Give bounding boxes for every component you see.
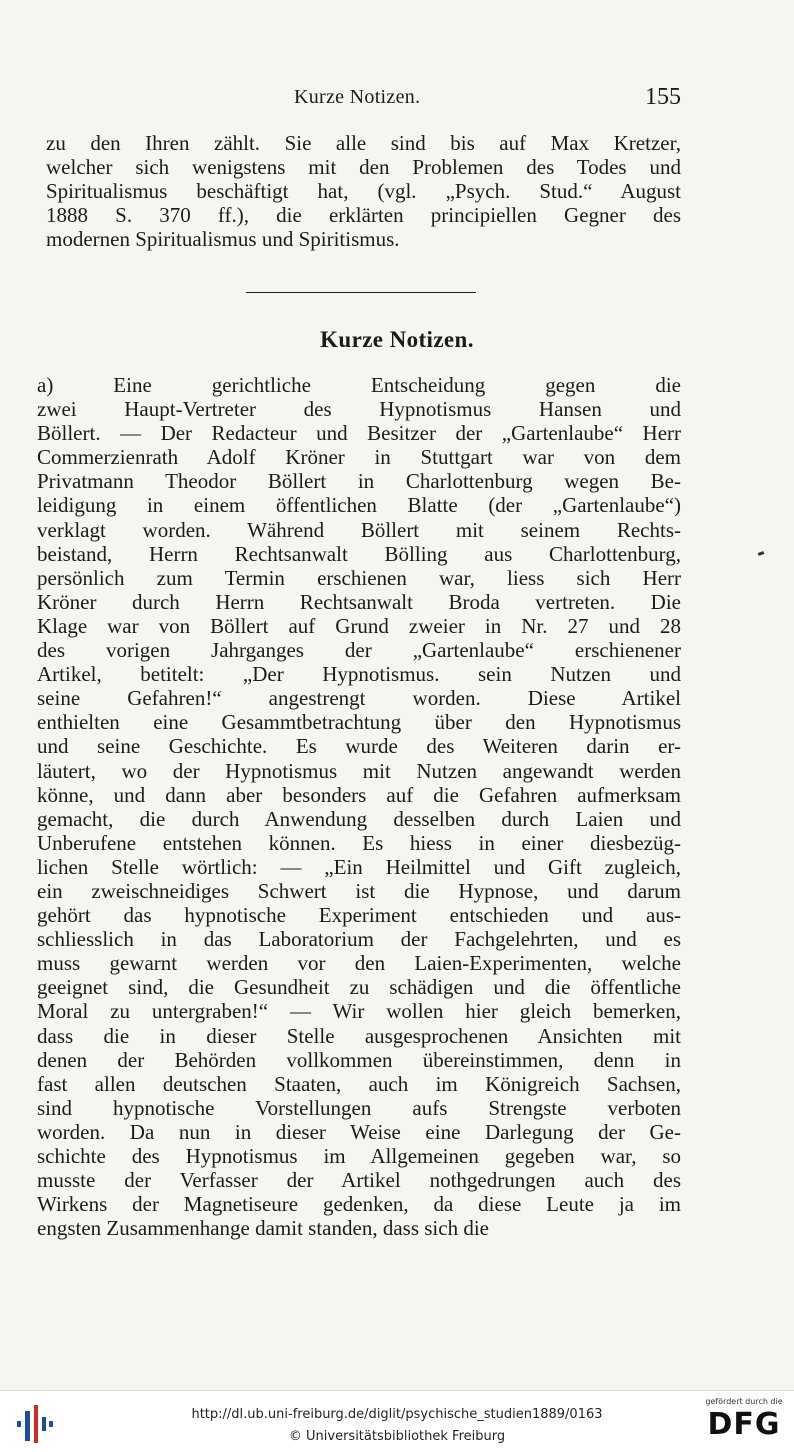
margin-mark (758, 551, 765, 556)
viewer-footer (0, 1390, 794, 1452)
text-line: verklagt worden. Während Böllert mit seinem Rechts- (37, 517, 681, 542)
text-line: zu den Ihren zählt. Sie alle sind bis auf Max Kretzer, (46, 131, 681, 155)
text-line: enthielten eine Gesammtbetrachtung über den Hypnotismus (37, 710, 681, 735)
text-line: denen der Behörden vollkommen übereinstimmen, denn in (37, 1047, 681, 1072)
text-line: schliesslich in das Laboratorium der Fachgelehrten, und es (37, 927, 681, 952)
text-line: 1888 S. 370 ff.), die erklärten principiellen Gegner des (46, 203, 681, 228)
text-line: fast allen deutschen Staaten, auch im Königreich Sachsen, (37, 1071, 681, 1096)
text-line: dass die in dieser Stelle ausgesprochenen Ansichten mit (37, 1023, 681, 1048)
text-line: lichen Stelle wörtlich: — „Ein Heilmittel und Gift zugleich, (37, 854, 681, 879)
text-line: und seine Geschichte. Es wurde des Weiteren darin er- (37, 734, 681, 759)
text-line: Privatmann Theodor Böllert in Charlottenburg wegen Be- (37, 469, 681, 494)
text-line: leidigung in einem öffentlichen Blatte (der „Gartenlaube“) (37, 493, 681, 518)
text-line: des vorigen Jahrganges der „Gartenlaube“ erschienener (37, 638, 681, 663)
text-line: persönlich zum Termin erschienen war, liess sich Herr (37, 565, 681, 590)
text-line: Böllert. — Der Redacteur und Besitzer der „Gartenlaube“ Herr (37, 421, 681, 446)
text-line: könne, und dann aber besonders auf die Gefahren aufmerksam (37, 782, 681, 807)
text-line: modernen Spiritualismus und Spiritismus. (46, 227, 400, 252)
text-line: beistand, Herrn Rechtsanwalt Bölling aus Charlottenburg, (37, 541, 681, 566)
text-line: welcher sich wenigstens mit den Problemen des Todes und (46, 155, 681, 180)
document-url[interactable]: http://dl.ub.uni-freiburg.de/diglit/psychische_studien1889/0163 (191, 1407, 603, 1422)
copyright-notice: © Universitätsbibliothek Freiburg (288, 1429, 506, 1444)
top-paragraph (46, 131, 681, 251)
text-line: gemacht, die durch Anwendung desselben durch Laien und (37, 806, 681, 831)
text-line: Moral zu untergraben!“ — Wir wollen hier gleich bemerken, (37, 999, 681, 1024)
text-line: Artikel, betitelt: „Der Hypnotismus. sein Nutzen und (37, 662, 681, 687)
text-line: läutert, wo der Hypnotismus mit Nutzen angewandt werden (37, 758, 681, 783)
text-line: engsten Zusammenhange damit standen, dass sich die (37, 1216, 489, 1241)
dfg-logo[interactable] (702, 1397, 786, 1447)
text-line: a) Eine gerichtliche Entscheidung gegen die (37, 373, 681, 397)
section-divider (246, 292, 476, 293)
text-line: Unberufene entstehen können. Es hiess in einer diesbezüg- (37, 830, 681, 855)
text-line: gehört das hypnotische Experiment entschieden und aus- (37, 903, 681, 928)
text-line: Wirkens der Magnetiseure gedenken, da diese Leute ja im (37, 1192, 681, 1217)
text-line: Spiritualismus beschäftigt hat, (vgl. „Psych. Stud.“ August (46, 179, 681, 204)
text-line: seine Gefahren!“ angestrengt worden. Diese Artikel (37, 686, 681, 711)
text-line: geeignet sind, die Gesundheit zu schädigen und die öffentliche (37, 975, 681, 1000)
text-line: Commerzienrath Adolf Kröner in Stuttgart war von dem (37, 445, 681, 470)
page-number: 155 (645, 84, 681, 110)
dfg-caption: gefördert durch die (705, 1397, 783, 1406)
running-head: Kurze Notizen. (294, 86, 421, 108)
text-line: musste der Verfasser der Artikel nothgedrungen auch des (37, 1168, 681, 1193)
text-line: worden. Da nun in dieser Weise eine Darlegung der Ge- (37, 1119, 681, 1144)
dfg-logo-text: DFG (707, 1407, 781, 1442)
text-line: schichte des Hypnotismus im Allgemeinen gegeben war, so (37, 1144, 681, 1168)
text-line: Kröner durch Herrn Rechtsanwalt Broda vertreten. Die (37, 589, 681, 614)
text-line: Klage war von Böllert auf Grund zweier in Nr. 27 und 28 (37, 613, 681, 638)
text-line: muss gewarnt werden vor den Laien-Experimenten, welche (37, 951, 681, 976)
section-title: Kurze Notizen. (320, 327, 474, 352)
main-paragraph (37, 373, 681, 1240)
text-line: sind hypnotische Vorstellungen aufs Strengste verboten (37, 1095, 681, 1120)
text-line: ein zweischneidiges Schwert ist die Hypnose, und darum (37, 878, 681, 903)
text-line: zwei Haupt-Vertreter des Hypnotismus Hansen und (37, 397, 681, 422)
